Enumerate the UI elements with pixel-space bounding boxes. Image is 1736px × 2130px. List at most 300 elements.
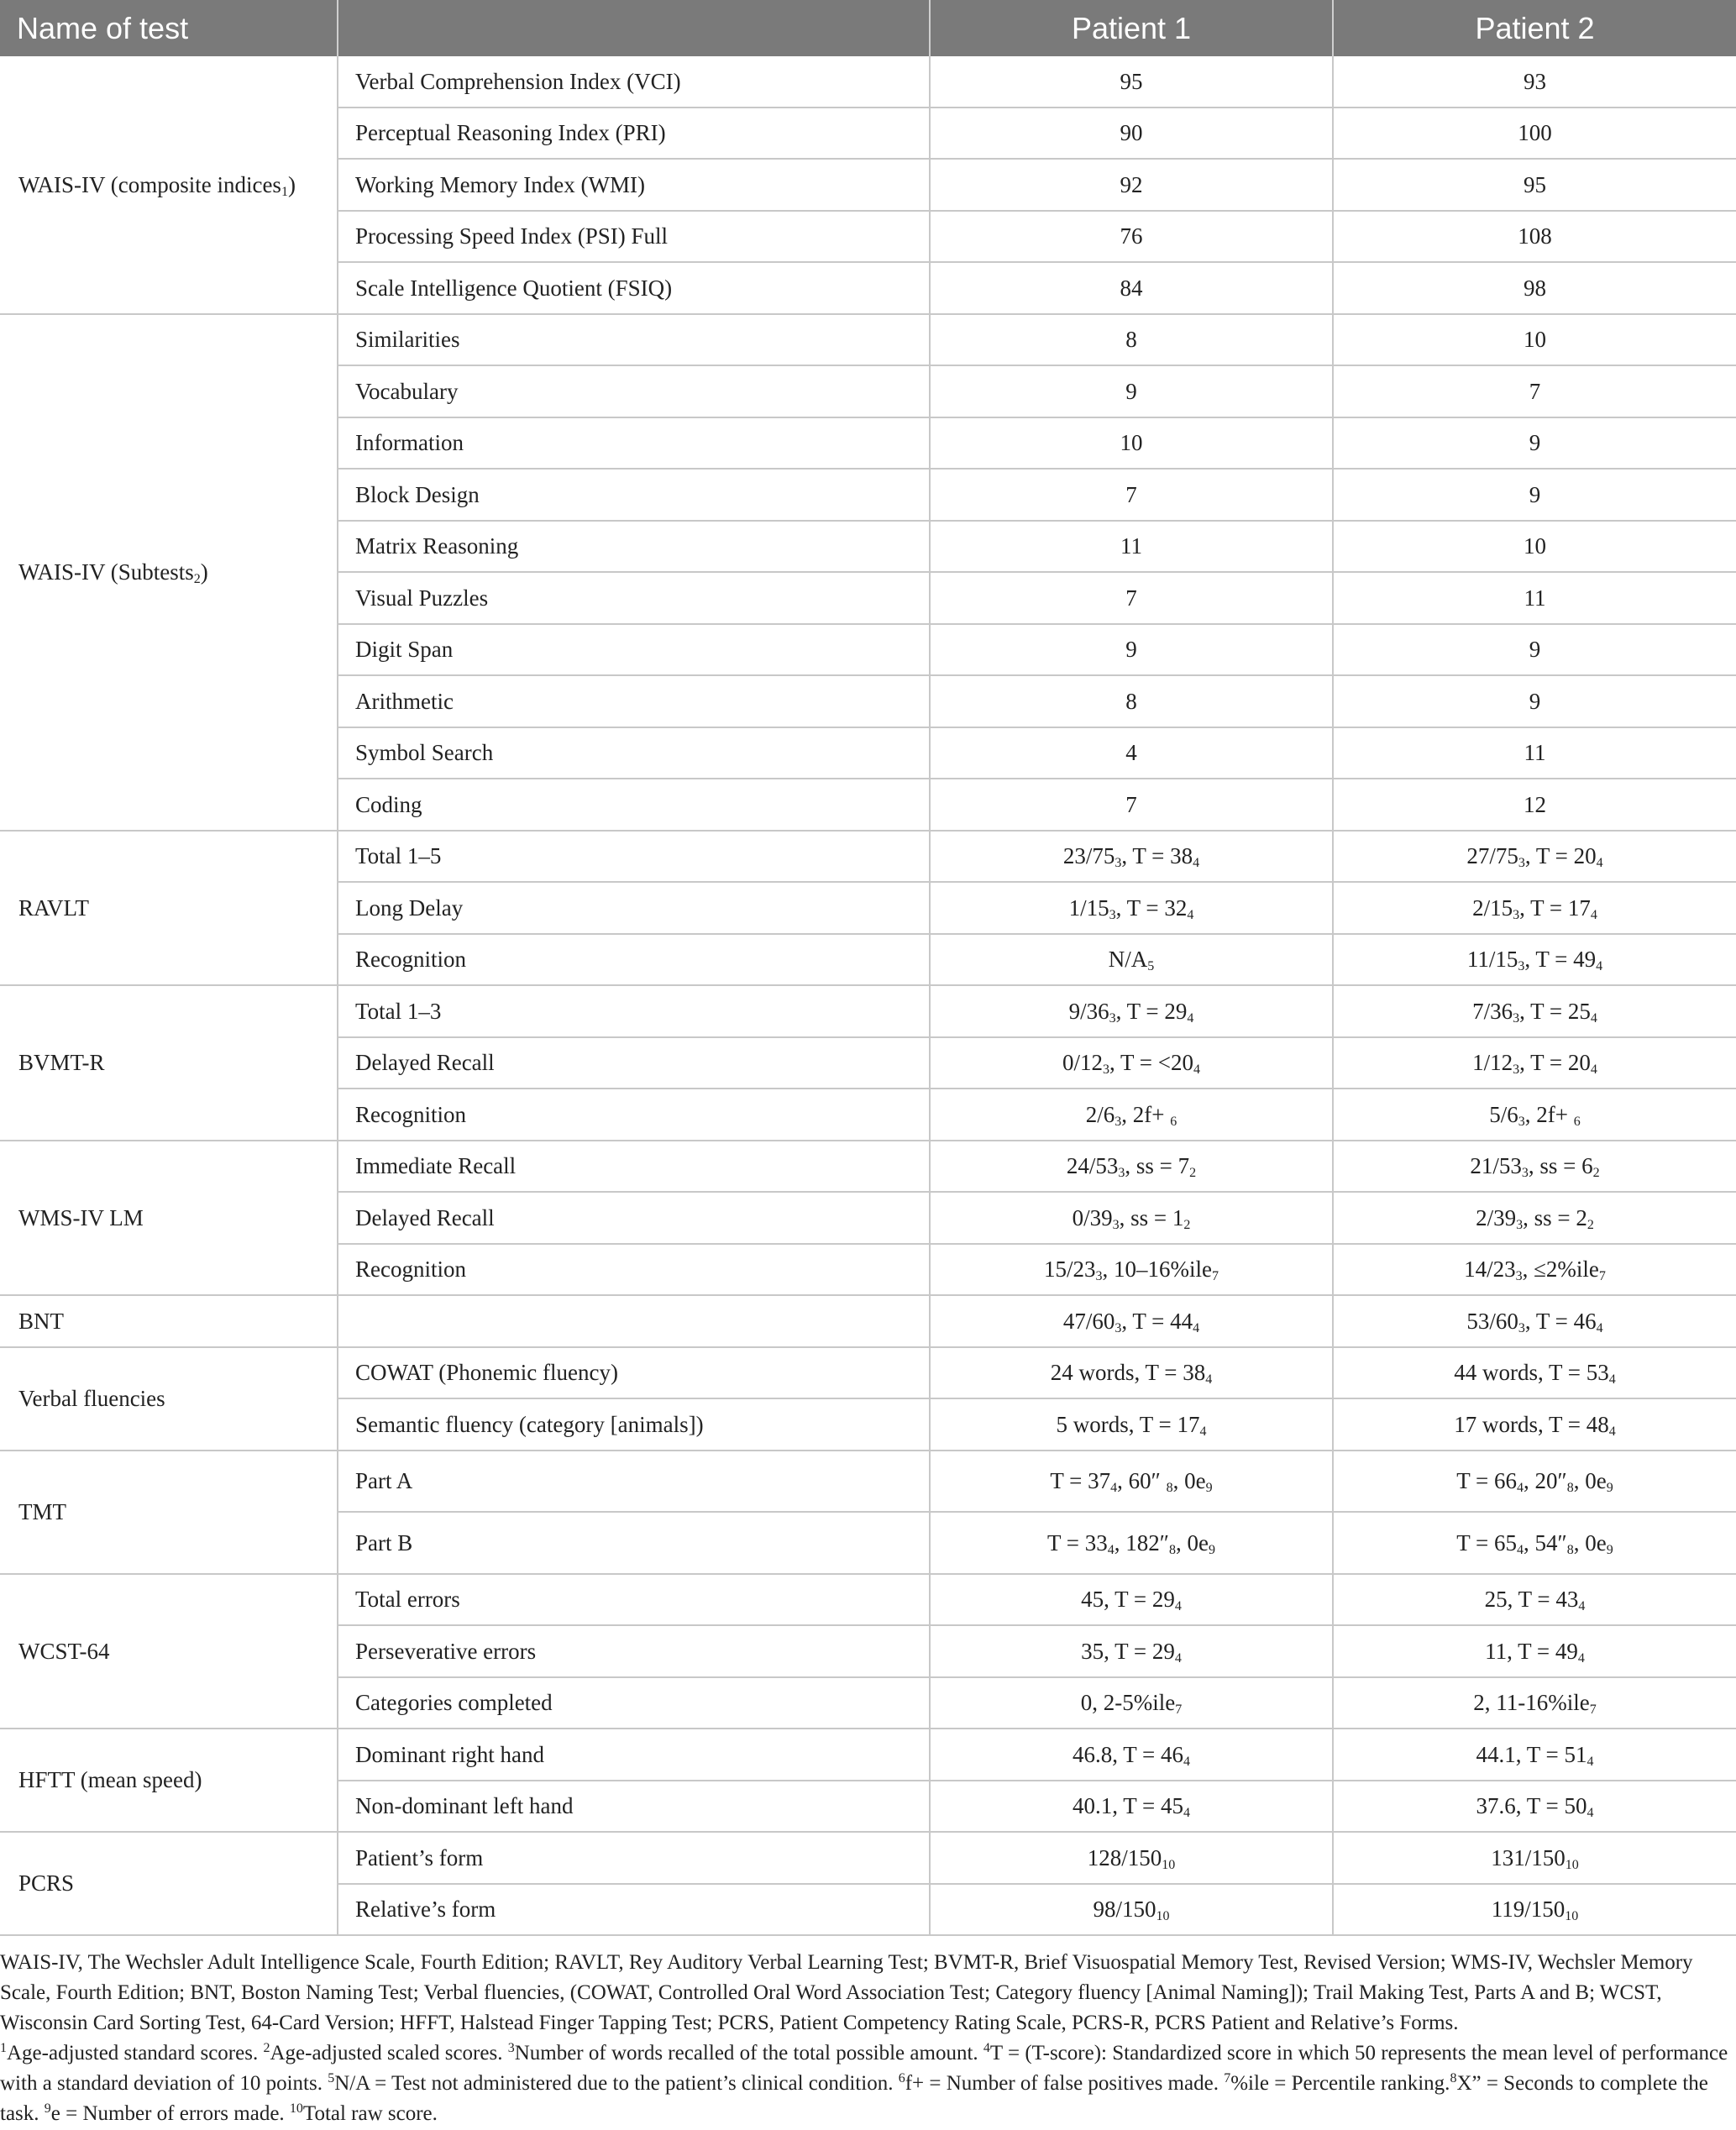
subtest-label: Recognition	[338, 1089, 930, 1141]
score-note: 3	[1513, 1062, 1520, 1078]
score-text: 95	[1120, 68, 1143, 94]
patient-1-score	[930, 572, 1333, 624]
score-text: 14/23	[1464, 1256, 1516, 1283]
patient-1-score	[930, 779, 1333, 831]
test-group-name	[0, 1295, 338, 1347]
group-name-text: WCST-64	[18, 1638, 110, 1664]
patient-2-score	[1333, 1037, 1736, 1089]
patient-1-score	[930, 1089, 1333, 1141]
patient-2-score	[1333, 1884, 1736, 1936]
footnote-marker: 10	[289, 2101, 303, 2116]
header-patient-1: Patient 1	[930, 0, 1333, 56]
score-note: 9	[1205, 1481, 1213, 1496]
patient-1-score	[930, 1451, 1333, 1513]
patient-2-score	[1333, 1398, 1736, 1451]
score-text: , T = 38	[1121, 843, 1193, 869]
score-note: 7	[1212, 1269, 1219, 1284]
score-note: 3	[1118, 1166, 1125, 1181]
score-note: 4	[1205, 1372, 1213, 1388]
group-name-text: WAIS-IV (composite indices	[18, 171, 281, 197]
score-note: 3	[1516, 1217, 1524, 1232]
score-text: 8	[1125, 688, 1137, 714]
score-note: 10	[1565, 1857, 1579, 1872]
score-note: 3	[1095, 1269, 1103, 1284]
score-text: T = 33	[1047, 1529, 1108, 1556]
score-text: 9	[1125, 378, 1137, 404]
table-header-row	[0, 0, 1736, 56]
score-text: , T = 29	[1115, 998, 1188, 1024]
score-text: T = 37	[1050, 1468, 1111, 1494]
score-text: 35, T = 29	[1081, 1638, 1175, 1664]
score-note: 4	[1199, 1424, 1207, 1439]
subtest-label: Symbol Search	[338, 727, 930, 779]
patient-2-score	[1333, 831, 1736, 883]
footnote-text: %ile = Percentile ranking.	[1230, 2072, 1450, 2095]
patient-2-score	[1333, 882, 1736, 934]
score-note: 2	[1189, 1166, 1197, 1181]
table-row	[0, 1574, 1736, 1626]
patient-1-score	[930, 417, 1333, 470]
score-text: 10	[1524, 533, 1546, 559]
score-note: 4	[1517, 1481, 1524, 1496]
subtest-label: Perseverative errors	[338, 1625, 930, 1677]
table-body	[0, 56, 1736, 1935]
footnote-text: T = (T-score): Standardized score in which 50 represents the mean level of performance with a standard deviation of 10 points.	[0, 2042, 1728, 2095]
score-text: 93	[1524, 68, 1546, 94]
subtest-label: Dominant right hand	[338, 1729, 930, 1781]
score-note: 4	[1590, 907, 1597, 922]
patient-2-score	[1333, 469, 1736, 521]
score-text: 10	[1524, 327, 1546, 353]
score-text: , 10–16%ile	[1102, 1256, 1212, 1283]
score-text: 9	[1125, 637, 1137, 663]
patient-1-score	[930, 56, 1333, 108]
table-row	[0, 1832, 1736, 1884]
score-text: 25, T = 43	[1484, 1587, 1579, 1613]
score-note: 8	[1166, 1481, 1173, 1496]
test-group-name	[0, 1347, 338, 1451]
patient-2-score	[1333, 572, 1736, 624]
score-text: , ss = 7	[1125, 1153, 1190, 1179]
score-text: 7	[1125, 791, 1137, 817]
patient-1-score	[930, 934, 1333, 986]
score-note: 4	[1596, 959, 1603, 974]
subtest-label: Vocabulary	[338, 365, 930, 417]
score-text: 45, T = 29	[1081, 1587, 1175, 1613]
score-note: 6	[1170, 1114, 1177, 1129]
footnote-text: X” = Seconds to complete the task.	[0, 2072, 1708, 2125]
score-text: , 0e	[1172, 1468, 1206, 1494]
patient-1-score	[930, 1677, 1333, 1729]
score-note: 7	[1589, 1702, 1597, 1718]
score-text: , ss = 2	[1523, 1204, 1587, 1230]
patient-1-score	[930, 521, 1333, 573]
test-group-name	[0, 1729, 338, 1832]
group-name-note: 1	[281, 184, 288, 199]
score-text: , T = 20	[1519, 1050, 1591, 1076]
score-text: 7/36	[1472, 998, 1513, 1024]
patient-2-score	[1333, 675, 1736, 727]
score-text: 131/150	[1491, 1844, 1566, 1870]
score-text: , 182″	[1114, 1529, 1169, 1556]
score-note: 3	[1521, 1166, 1529, 1181]
group-name-tail: )	[287, 171, 296, 197]
group-name-text: BVMT-R	[18, 1050, 105, 1076]
patient-2-score	[1333, 727, 1736, 779]
score-text: 5/6	[1489, 1101, 1518, 1127]
score-text: 11	[1524, 740, 1546, 766]
score-text: 0, 2-5%ile	[1080, 1690, 1176, 1716]
score-text: 9/36	[1068, 998, 1109, 1024]
patient-1-score	[930, 365, 1333, 417]
patient-1-score	[930, 1141, 1333, 1193]
score-note: 2	[1587, 1217, 1594, 1232]
patient-2-score	[1333, 1141, 1736, 1193]
test-group-name	[0, 985, 338, 1141]
score-text: 9	[1529, 637, 1541, 663]
patient-2-score	[1333, 1574, 1736, 1626]
subtest-label: Total 1–5	[338, 831, 930, 883]
score-note: 3	[1115, 856, 1122, 871]
score-text: 2, 11-16%ile	[1473, 1690, 1590, 1716]
subtest-label: Relative’s form	[338, 1884, 930, 1936]
score-note: 4	[1110, 1481, 1118, 1496]
score-text: 119/150	[1491, 1897, 1566, 1923]
footnote-marker: 3	[507, 2041, 515, 2055]
superscript-notes	[0, 2038, 1730, 2129]
patient-1-score	[930, 727, 1333, 779]
footnote-text: e = Number of errors made.	[50, 2102, 290, 2125]
patient-1-score	[930, 675, 1333, 727]
score-text: 2/39	[1476, 1204, 1517, 1230]
footnote-text: N/A = Test not administered due to the patient’s clinical condition.	[334, 2072, 899, 2095]
score-note: 4	[1174, 1650, 1182, 1666]
patient-2-score	[1333, 985, 1736, 1037]
patient-1-score	[930, 1037, 1333, 1089]
subtest-label: Part B	[338, 1512, 930, 1574]
patient-1-score	[930, 314, 1333, 366]
patient-1-score	[930, 262, 1333, 314]
subtest-label: Immediate Recall	[338, 1141, 930, 1193]
score-note: 4	[1183, 1806, 1190, 1821]
header-name-of-test: Name of test	[0, 0, 338, 56]
score-note: 4	[1187, 907, 1194, 922]
patient-2-score	[1333, 624, 1736, 676]
subtest-label: Recognition	[338, 1244, 930, 1296]
subtest-label: Arithmetic	[338, 675, 930, 727]
score-text: 37.6, T = 50	[1476, 1793, 1587, 1819]
group-name-text: TMT	[18, 1498, 66, 1524]
score-text: 0/12	[1062, 1050, 1104, 1076]
subtest-label: Part A	[338, 1451, 930, 1513]
score-text: , T = 46	[1524, 1308, 1597, 1334]
score-note: 3	[1518, 1114, 1525, 1129]
subtest-label: Total errors	[338, 1574, 930, 1626]
score-text: , 2f+	[1121, 1101, 1171, 1127]
patient-2-score	[1333, 521, 1736, 573]
subtest-label: Non-dominant left hand	[338, 1781, 930, 1833]
score-text: 44.1, T = 51	[1476, 1741, 1587, 1767]
patient-1-score	[930, 159, 1333, 211]
subtest-label: Digit Span	[338, 624, 930, 676]
subtest-label: Total 1–3	[338, 985, 930, 1037]
subtest-label: Patient’s form	[338, 1832, 930, 1884]
score-note: 3	[1115, 1320, 1122, 1335]
patient-2-score	[1333, 1192, 1736, 1244]
group-name-text: BNT	[18, 1308, 64, 1334]
patient-1-score	[930, 1398, 1333, 1451]
table-row	[0, 1451, 1736, 1513]
score-note: 6	[1573, 1114, 1581, 1129]
score-text: 98/150	[1093, 1897, 1156, 1923]
score-note: 4	[1590, 1062, 1597, 1078]
score-text: 108	[1518, 223, 1552, 249]
subtest-label: Information	[338, 417, 930, 470]
score-note: 8	[1566, 1542, 1574, 1557]
patient-1-score	[930, 211, 1333, 263]
score-text: 53/60	[1466, 1308, 1518, 1334]
score-text: , T = 49	[1524, 947, 1597, 973]
test-group-name	[0, 1574, 338, 1729]
score-note: 8	[1566, 1481, 1574, 1496]
patient-2-score	[1333, 1451, 1736, 1513]
patient-1-score	[930, 1244, 1333, 1296]
score-text: , T = 17	[1519, 894, 1591, 921]
patient-1-score	[930, 469, 1333, 521]
score-text: , T = 44	[1121, 1308, 1193, 1334]
score-text: 1/15	[1068, 894, 1109, 921]
table-row	[0, 1295, 1736, 1347]
group-name-note: 2	[193, 571, 201, 586]
score-text: 5 words, T = 17	[1056, 1411, 1200, 1437]
score-note: 4	[1193, 1062, 1200, 1078]
subtest-label: Long Delay	[338, 882, 930, 934]
score-text: 7	[1125, 585, 1137, 611]
score-text: 9	[1529, 688, 1541, 714]
group-name-text: WAIS-IV (Subtests	[18, 559, 194, 585]
score-text: 17 words, T = 48	[1454, 1411, 1609, 1437]
score-text: 98	[1524, 275, 1546, 301]
patient-2-score	[1333, 1512, 1736, 1574]
patient-1-score	[930, 1347, 1333, 1399]
patient-2-score	[1333, 934, 1736, 986]
table-row	[0, 831, 1736, 883]
patient-1-score	[930, 985, 1333, 1037]
test-group-name	[0, 1141, 338, 1296]
score-text: 8	[1125, 327, 1137, 353]
score-text: 84	[1120, 275, 1143, 301]
subtest-label	[338, 1295, 930, 1347]
score-note: 5	[1147, 959, 1155, 974]
footnote-text: Age-adjusted scaled scores.	[270, 2042, 508, 2064]
patient-2-score	[1333, 211, 1736, 263]
score-text: 90	[1120, 120, 1143, 146]
score-text: 1/12	[1472, 1050, 1513, 1076]
score-text: , T = 20	[1524, 843, 1597, 869]
score-text: 10	[1120, 430, 1143, 456]
footnote-text: Total raw score.	[302, 2102, 438, 2125]
group-name-text: PCRS	[18, 1870, 75, 1897]
group-name-text: RAVLT	[18, 894, 90, 921]
score-note: 4	[1577, 1650, 1585, 1666]
score-note: 4	[1596, 1320, 1603, 1335]
score-note: 4	[1193, 856, 1200, 871]
footnote-marker: 6	[898, 2071, 905, 2085]
test-group-name	[0, 831, 338, 986]
table-row	[0, 314, 1736, 366]
score-text: 76	[1120, 223, 1143, 249]
patient-2-score	[1333, 1347, 1736, 1399]
score-text: 128/150	[1087, 1844, 1162, 1870]
patient-1-score	[930, 108, 1333, 160]
score-note: 4	[1578, 1599, 1586, 1614]
score-note: 4	[1107, 1542, 1115, 1557]
patient-2-score	[1333, 779, 1736, 831]
subtest-label: Delayed Recall	[338, 1037, 930, 1089]
subtest-label: Scale Intelligence Quotient (FSIQ)	[338, 262, 930, 314]
footnote-marker: 1	[0, 2041, 7, 2055]
score-text: 27/75	[1466, 843, 1518, 869]
score-text: , ≤2%ile	[1522, 1256, 1599, 1283]
score-note: 9	[1606, 1481, 1613, 1496]
score-note: 3	[1109, 1010, 1116, 1026]
score-note: 10	[1162, 1857, 1176, 1872]
subtest-label: Categories completed	[338, 1677, 930, 1729]
score-note: 3	[1518, 856, 1525, 871]
score-text: 7	[1529, 378, 1541, 404]
subtest-label: Verbal Comprehension Index (VCI)	[338, 56, 930, 108]
score-text: 23/75	[1062, 843, 1115, 869]
score-text: 7	[1125, 481, 1137, 507]
patient-1-score	[930, 1192, 1333, 1244]
score-text: , ss = 6	[1528, 1153, 1593, 1179]
score-note: 3	[1513, 1010, 1520, 1026]
table-footnotes	[0, 1936, 1736, 2129]
table-row	[0, 985, 1736, 1037]
score-text: , T = <20	[1109, 1050, 1193, 1076]
score-text: 9	[1529, 430, 1541, 456]
score-note: 3	[1513, 907, 1520, 922]
header-patient-2: Patient 2	[1333, 0, 1736, 56]
score-text: 11, T = 49	[1485, 1638, 1578, 1664]
table-row	[0, 56, 1736, 108]
score-text: T = 65	[1456, 1529, 1517, 1556]
score-note: 3	[1518, 959, 1525, 974]
patient-2-score	[1333, 417, 1736, 470]
test-group-name	[0, 314, 338, 831]
patient-1-score	[930, 1512, 1333, 1574]
footnote-marker: 7	[1224, 2071, 1231, 2085]
score-note: 3	[1518, 1320, 1525, 1335]
score-note: 4	[1596, 856, 1603, 871]
score-note: 4	[1608, 1372, 1616, 1388]
score-note: 4	[1174, 1599, 1182, 1614]
test-group-name	[0, 1451, 338, 1574]
subtest-label: Delayed Recall	[338, 1192, 930, 1244]
subtest-label: Perceptual Reasoning Index (PRI)	[338, 108, 930, 160]
score-text: 24/53	[1066, 1153, 1119, 1179]
score-text: 12	[1524, 791, 1546, 817]
score-note: 4	[1587, 1806, 1594, 1821]
patient-1-score	[930, 882, 1333, 934]
patient-2-score	[1333, 314, 1736, 366]
score-note: 4	[1187, 1010, 1194, 1026]
score-note: 9	[1606, 1542, 1613, 1557]
score-text: 46.8, T = 46	[1073, 1741, 1183, 1767]
table-row	[0, 1347, 1736, 1399]
patient-2-score	[1333, 56, 1736, 108]
subtest-label: COWAT (Phonemic fluency)	[338, 1347, 930, 1399]
group-name-tail: )	[200, 559, 208, 585]
score-text: 100	[1518, 120, 1552, 146]
footnote-marker: 4	[983, 2041, 990, 2055]
score-text: 2/15	[1472, 894, 1513, 921]
subtest-label: Coding	[338, 779, 930, 831]
score-text: 4	[1125, 740, 1137, 766]
score-note: 4	[1590, 1010, 1597, 1026]
score-text: , 54″	[1524, 1529, 1567, 1556]
score-text: 24 words, T = 38	[1050, 1360, 1206, 1386]
subtest-label: Semantic fluency (category [animals])	[338, 1398, 930, 1451]
patient-2-score	[1333, 1244, 1736, 1296]
score-text: 2/6	[1085, 1101, 1115, 1127]
score-text: 95	[1524, 171, 1546, 197]
test-group-name	[0, 56, 338, 314]
score-note: 10	[1156, 1909, 1170, 1924]
patient-1-score	[930, 1832, 1333, 1884]
patient-2-score	[1333, 1295, 1736, 1347]
score-text: 47/60	[1062, 1308, 1115, 1334]
subtest-label: Processing Speed Index (PSI) Full	[338, 211, 930, 263]
score-note: 4	[1587, 1754, 1594, 1769]
patient-1-score	[930, 1625, 1333, 1677]
score-text: , ss = 1	[1119, 1204, 1184, 1230]
score-text: 44 words, T = 53	[1454, 1360, 1609, 1386]
abbreviations-note: WAIS-IV, The Wechsler Adult Intelligence Scale, Fourth Edition; RAVLT, Rey Auditory Verbal Learning Test; BVMT-R, Brief Visuospatial Memory Test, Revised Version; WMS-IV, Wechsler Memory Scale, Fourth Edition; BNT, Boston Naming Test; Verbal fluencies, (COWAT, Controlled Oral Word Association Test; Category fluency [Animal Naming]); Trail Making Test, Parts A and B; WCST, Wisconsin Card Sorting Test, 64-Card Version; HFFT, Halstead Finger Tapping Test; PCRS, Patient Competency Rating Scale, PCRS-R, PCRS Patient and Relative’s Forms.	[0, 1951, 1693, 2034]
score-note: 4	[1183, 1754, 1190, 1769]
patient-1-score	[930, 1781, 1333, 1833]
patient-2-score	[1333, 1781, 1736, 1833]
patient-1-score	[930, 1729, 1333, 1781]
score-text: , T = 25	[1519, 998, 1591, 1024]
score-note: 2	[1592, 1166, 1600, 1181]
score-text: 11	[1120, 533, 1142, 559]
patient-2-score	[1333, 1729, 1736, 1781]
score-note: 9	[1208, 1542, 1215, 1557]
score-note: 3	[1515, 1269, 1523, 1284]
footnote-marker: 8	[1450, 2071, 1457, 2085]
header-subtest	[338, 0, 930, 56]
subtest-label: Recognition	[338, 934, 930, 986]
subtest-label: Block Design	[338, 469, 930, 521]
patient-2-score	[1333, 262, 1736, 314]
score-text: , T = 32	[1115, 894, 1188, 921]
patient-1-score	[930, 831, 1333, 883]
score-note: 3	[1103, 1062, 1110, 1078]
patient-1-score	[930, 624, 1333, 676]
score-note: 7	[1598, 1269, 1606, 1284]
score-text: T = 66	[1456, 1468, 1517, 1494]
score-note: 4	[1193, 1320, 1200, 1335]
footnote-marker: 9	[44, 2101, 51, 2116]
footnote-text: f+ = Number of false positives made.	[905, 2072, 1225, 2095]
footnote-text: Age-adjusted standard scores.	[7, 2042, 264, 2064]
score-text: , 2f+	[1524, 1101, 1574, 1127]
score-note: 3	[1115, 1114, 1122, 1129]
patient-1-score	[930, 1884, 1333, 1936]
score-text: , 0e	[1176, 1529, 1209, 1556]
table-row	[0, 1141, 1736, 1193]
